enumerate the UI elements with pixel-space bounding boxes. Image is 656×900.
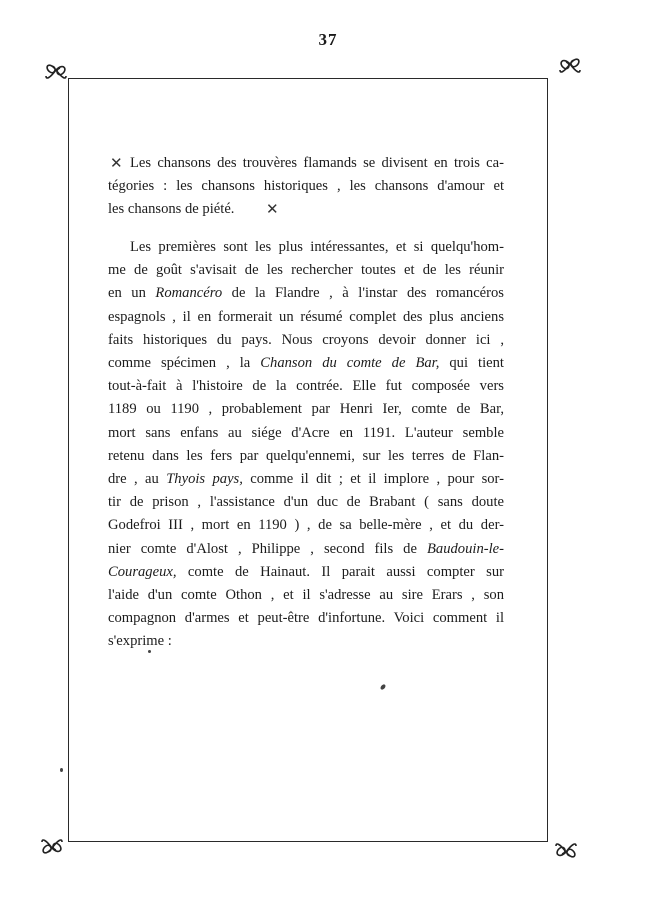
paragraph-2-line: Godefroi III , mort en 1190 ) , de sa belle-mère , et du der- (108, 517, 504, 534)
paragraph-2 (108, 236, 504, 654)
page-number: 37 (318, 30, 338, 49)
paragraph-2-line: nier comte d'Alost , Philippe , second fils de Baudouin-le- (108, 540, 504, 557)
italic-title: Thyois pays, (166, 471, 243, 488)
paper-speck (60, 768, 63, 772)
paragraph-2-line: tir de prison , l'assistance d'un duc de Brabant ( sans doute (108, 494, 504, 511)
paragraph-2-line: s'exprime : (108, 633, 172, 650)
italic-title: Courageux, (108, 563, 177, 580)
italic-title: Chanson du comte de Bar, (260, 355, 440, 372)
paragraph-2-line: Courageux, comte de Hainaut. Il parait aussi compter sur (108, 563, 504, 580)
paper-speck (148, 650, 151, 653)
paragraph-2-line: l'aide d'un comte Othon , et il s'adresse au sire Erars , son (108, 587, 504, 604)
paragraph-1-line: Les chansons des trouvères flamands se divisent en trois ca- (130, 155, 504, 171)
italic-title: Romancéro (155, 285, 223, 302)
paragraph-2-line: retenu dans les fers par quelqu'ennemi, sur les terres de Flan- (108, 447, 504, 464)
corner-ornament-bottom-right-icon (552, 838, 580, 866)
corner-ornament-top-left-icon (42, 56, 70, 84)
corner-ornament-top-right-icon (556, 50, 584, 78)
italic-title: Baudouin-le- (426, 540, 504, 557)
corner-ornament-bottom-left-icon (38, 834, 66, 862)
pencil-cross-mark-end: ✕ (266, 200, 279, 218)
paragraph-2-line: 1189 ou 1190 , probablement par Henri Ier, comte de Bar, (108, 401, 504, 418)
paragraph-2-line: comme spécimen , la Chanson du comte de Bar, qui tient (108, 355, 504, 372)
paragraph-2-line: en un Romancéro de la Flandre , à l'instar des romancéros (108, 285, 504, 302)
paragraph-1 (108, 152, 504, 222)
paragraph-2-line: dre , au Thyois pays, comme il dit ; et il implore , pour sor- (108, 471, 504, 488)
paragraph-2-line: tout-à-fait à l'histoire de la contrée. Elle fut composée vers (108, 378, 504, 395)
pencil-cross-mark-start: ✕ (110, 154, 123, 172)
paragraph-1-line: les chansons de piété. (108, 201, 235, 218)
paragraph-2-line: faits historiques du pays. Nous croyons devoir donner ici , (108, 331, 504, 348)
paragraph-2-line: Les premières sont les plus intéressantes, et si quelqu'hom- (130, 239, 504, 255)
paragraph-2-line: mort sans enfans au siége d'Acre en 1191. L'auteur semble (108, 424, 504, 441)
paragraph-1-line: tégories : les chansons historiques , les chansons d'amour et (108, 178, 504, 195)
paragraph-2-line: me de goût s'avisait de les rechercher toutes et de les réunir (108, 262, 504, 279)
paragraph-2-line: espagnols , il en formerait un résumé complet des plus anciens (108, 308, 504, 325)
paragraph-2-line: compagnon d'armes et peut-être d'infortune. Voici comment il (108, 610, 504, 627)
